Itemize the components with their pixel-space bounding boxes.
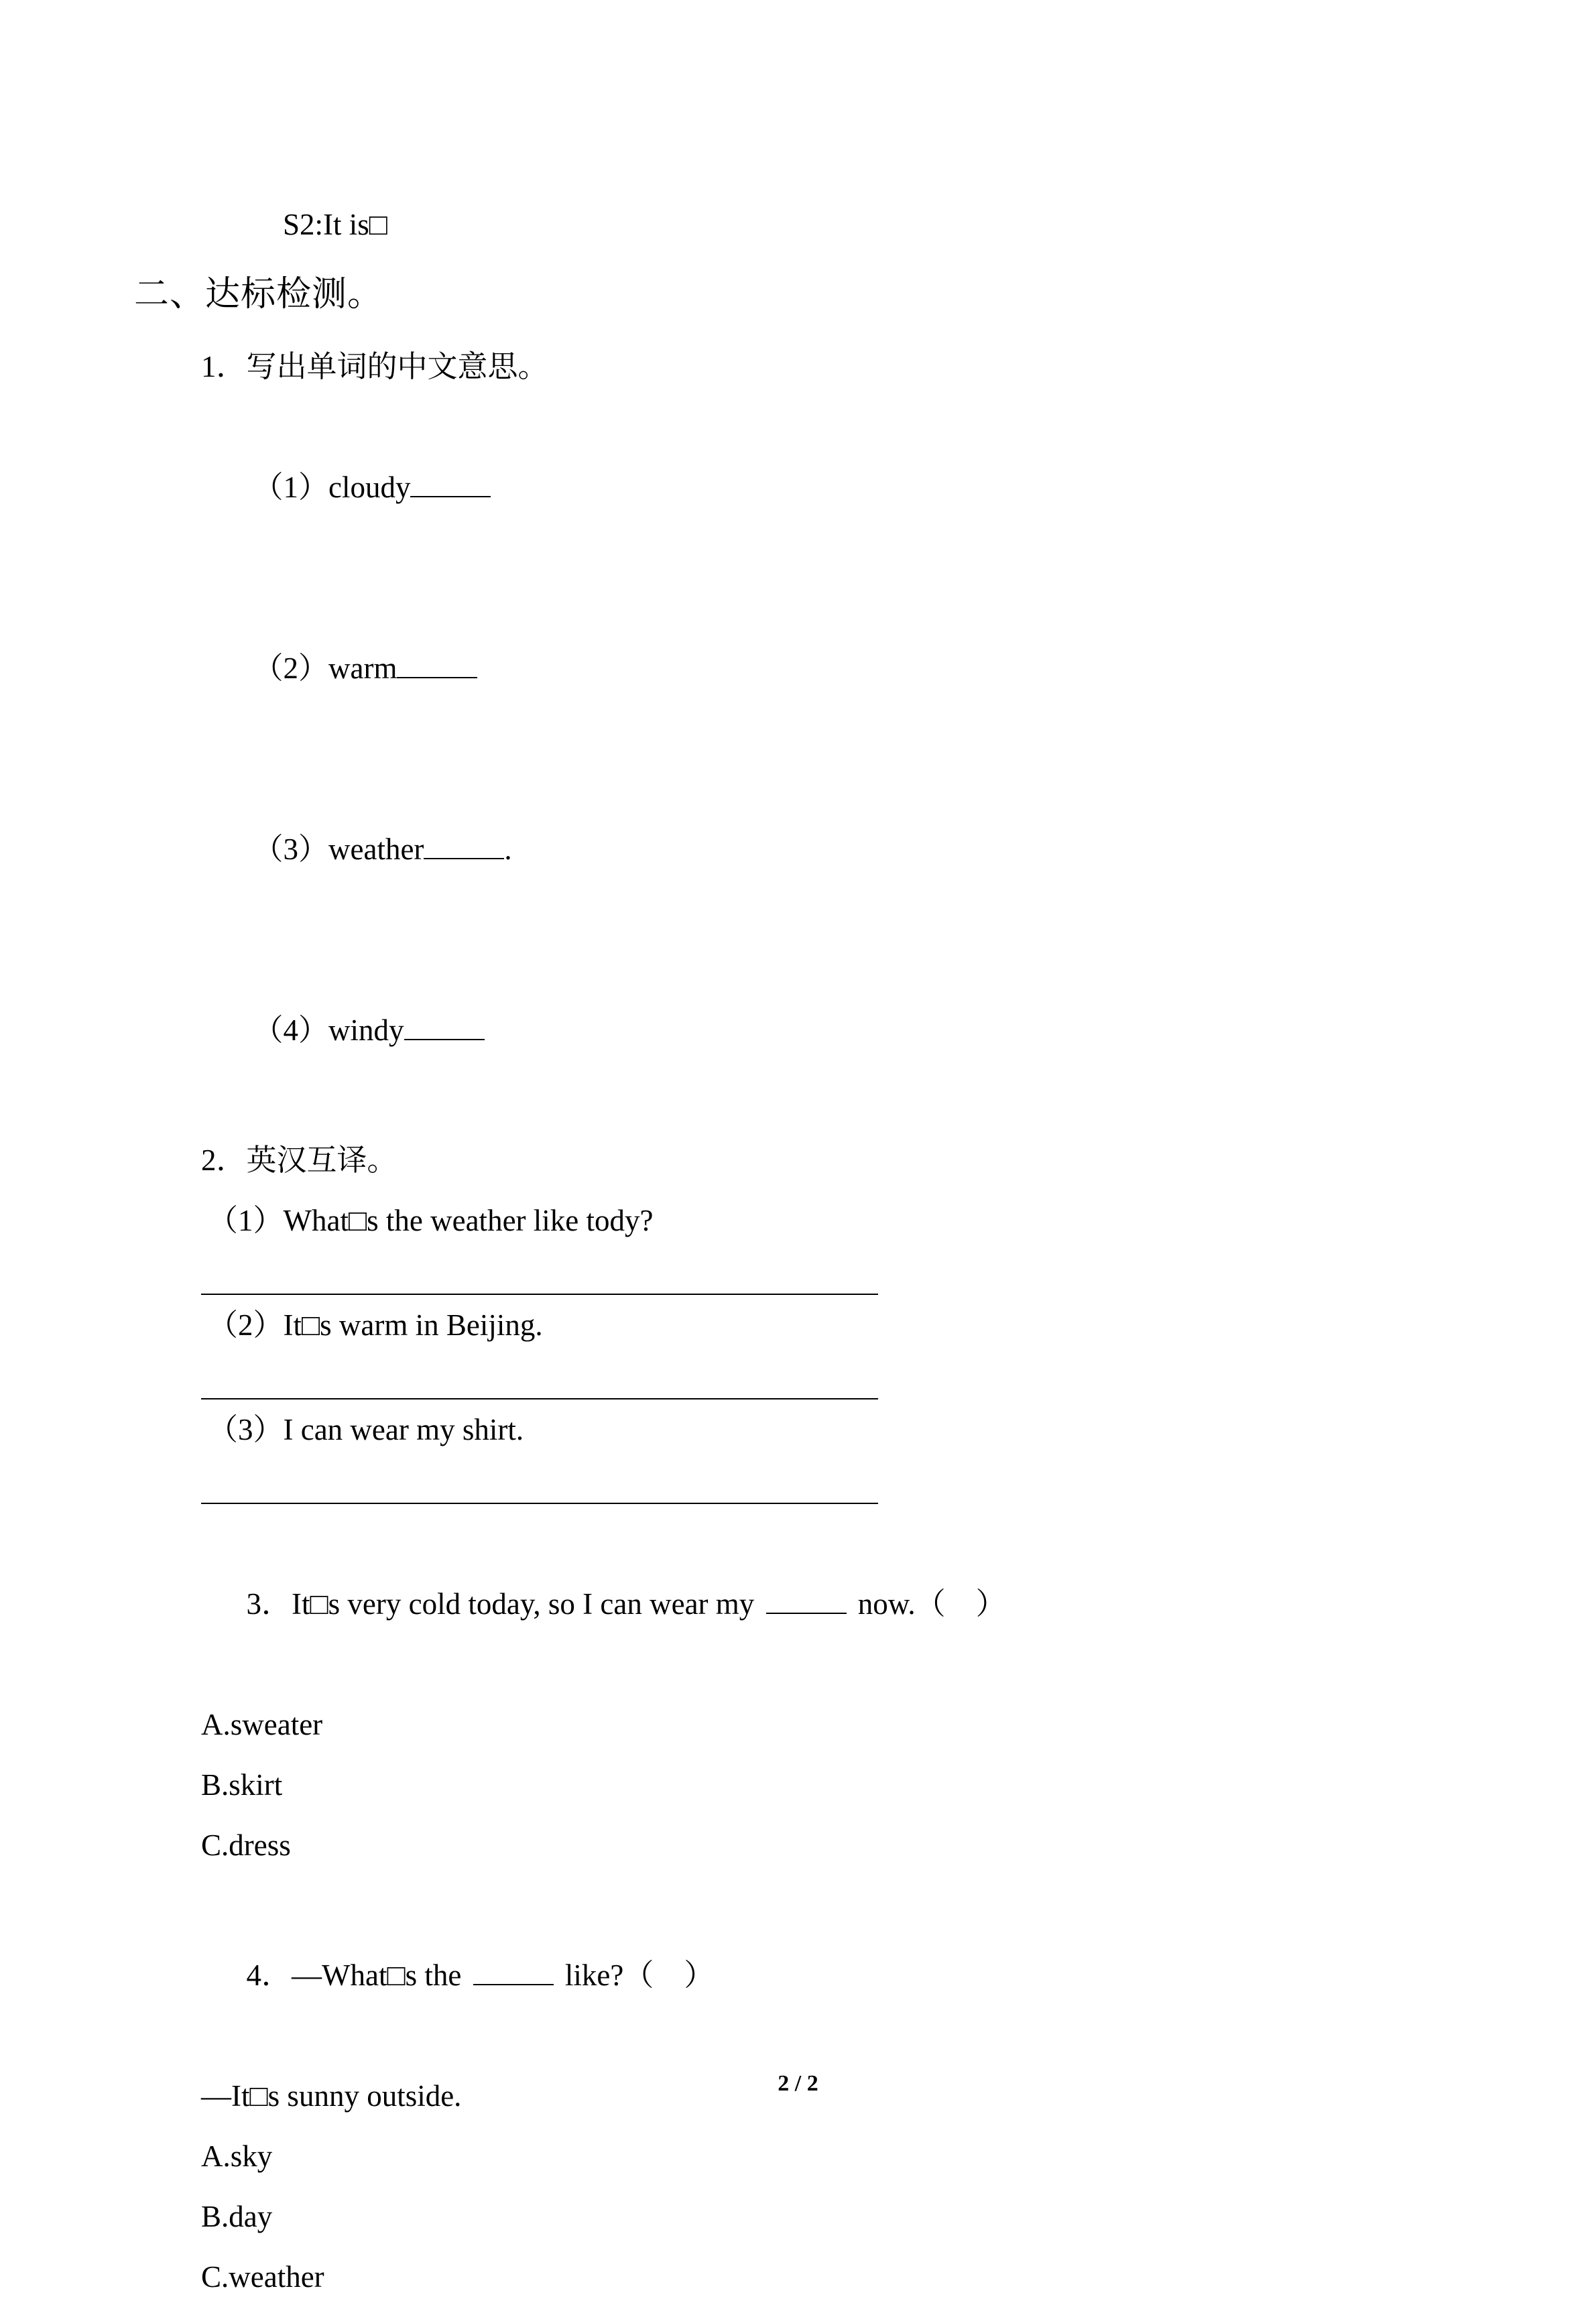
question-3-option-a[interactable]: A.sweater [201, 1708, 323, 1741]
question-4-stem-line2: —It□s sunny outside. [201, 2079, 462, 2113]
question-4-stem [201, 1885, 1408, 2066]
question-4-stem-after: like?（ ） [557, 1958, 715, 1992]
document-content [134, 194, 1408, 2307]
question-3-stem [201, 1513, 1408, 1694]
question-4-option-c[interactable]: C.weather [201, 2260, 324, 2294]
question-1-item-4-text: （4）windy [253, 1013, 404, 1047]
question-3-stem-after: now.（ ） [850, 1587, 1006, 1621]
answer-write-line[interactable] [201, 1460, 878, 1504]
question-3-option-b[interactable]: B.skirt [201, 1768, 283, 1802]
answer-blank[interactable] [766, 1613, 847, 1614]
question-4-option-b[interactable]: B.day [201, 2200, 273, 2233]
answer-blank[interactable] [410, 496, 491, 497]
answer-write-line[interactable] [201, 1355, 878, 1399]
question-2-number: 2．英汉互译。 [201, 1143, 397, 1177]
question-1-item-1-text: （1）cloudy [253, 471, 411, 504]
answer-write-line[interactable] [201, 1251, 878, 1295]
page-footer: 2 / 2 [778, 2071, 818, 2096]
dialogue-line: S2:It is□ [283, 208, 387, 241]
question-4-stem-before: 4．—What□s the [246, 1958, 469, 1992]
answer-blank[interactable] [424, 858, 504, 859]
answer-blank[interactable] [473, 1984, 554, 1985]
question-3-option-c[interactable]: C.dress [201, 1828, 291, 1862]
question-3-stem-before: 3．It□s very cold today, so I can wear my [246, 1587, 762, 1621]
answer-blank[interactable] [397, 677, 477, 678]
question-1-item-3 [208, 759, 1408, 940]
question-4-option-a[interactable]: A.sky [201, 2139, 273, 2173]
question-1-item-4 [208, 940, 1408, 1121]
question-2-item-2: （2）It□s warm in Beijing. [208, 1308, 543, 1342]
question-2-item-3: （3）I can wear my shirt. [208, 1413, 524, 1446]
question-1-item-3-suffix: . [504, 832, 512, 866]
question-1-item-3-text: （3）weather [253, 832, 424, 866]
answer-blank[interactable] [404, 1039, 485, 1040]
question-1-number: 1．写出单词的中文意思。 [201, 350, 548, 383]
question-1-item-2 [208, 578, 1408, 759]
question-1-item-2-text: （2）warm [253, 651, 397, 685]
question-1-item-1 [208, 397, 1408, 578]
question-2-item-1: （1）What□s the weather like tody? [208, 1204, 654, 1237]
section-heading: 二、达标检测。 [134, 275, 383, 314]
